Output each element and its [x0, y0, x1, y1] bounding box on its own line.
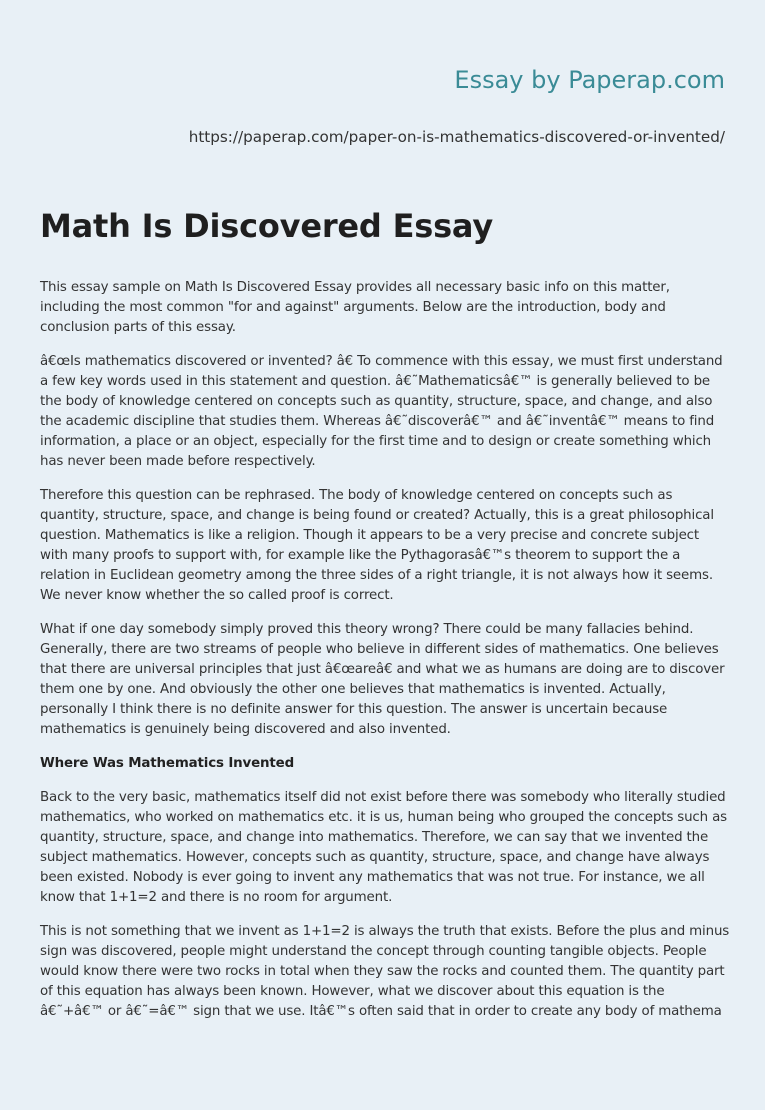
essay-paragraph: Therefore this question can be rephrased. The body of knowledge centered on concepts such as quantity, structure, space, and change is being found or created? Actually, this is a great philosophical question. Mathematics is like a religion. Though it appears to be a very precise and concrete subject with many proofs to support with, for example like the Pythagorasâ€™s theorem to support the a relation in Euclidean geometry among the three sides of a right triangle, it is not always how it seems. We never know whether the so called proof is correct. — [40, 488, 714, 603]
page-title: Math Is Discovered Essay — [40, 207, 493, 245]
site-brand[interactable]: Essay by Paperap.com — [454, 66, 725, 94]
essay-paragraph: This essay sample on Math Is Discovered Essay provides all necessary basic info on this matter, including the most common "for and against" arguments. Below are the introduction, body and conclusion parts of this essay. — [40, 280, 670, 335]
section-heading: Where Was Mathematics Invented — [40, 756, 295, 771]
essay-paragraph: â€œIs mathematics discovered or invented? â€ To commence with this essay, we must first understand a few key words used in this statement and question. â€˜Mathematicsâ€™ is generally believed to be the body of knowledge centered on concepts such as quantity, structure, space, and change, and also the academic discipline that studies them. Whereas â€˜discoverâ€™ and â€˜inventâ€™ means to find information, a place or an object, especially for the first time and to design or create something which has never been made before respectively. — [40, 354, 723, 469]
essay-paragraph: Back to the very basic, mathematics itself did not exist before there was somebody who literally studied mathematics, who worked on mathematics etc. it is us, human being who grouped the concepts such as quantity, structure, space, and change into mathematics. Therefore, we can say that we invented the subject mathematics. However, concepts such as quantity, structure, space, and change have always been existed. Nobody is ever going to invent any mathematics that was not true. For instance, we all know that 1+1=2 and there is no room for argument. — [40, 790, 727, 905]
essay-body — [40, 278, 730, 1036]
essay-paragraph: This is not something that we invent as 1+1=2 is always the truth that exists. Before the plus and minus sign was discovered, people might understand the concept through counting tangible objects. People would know there were two rocks in total when they saw the rocks and counted them. The quantity part of this equation has always been known. However, what we discover about this equation is the â€˜+â€™ or â€˜=â€™ sign that we use. Itâ€™s often said that in order to create any body of mathema — [40, 924, 730, 1019]
essay-paragraph: What if one day somebody simply proved this theory wrong? There could be many fallacies behind. Generally, there are two streams of people who believe in different sides of mathematics. One believes that there are universal principles that just â€œareâ€ and what we as humans are doing are to discover them one by one. And obviously the other one believes that mathematics is invented. Actually, personally I think there is no definite answer for this question. The answer is uncertain because mathematics is genuinely being discovered and also invented. — [40, 622, 725, 737]
source-url[interactable]: https://paperap.com/paper-on-is-mathematics-discovered-or-invented/ — [188, 128, 725, 146]
